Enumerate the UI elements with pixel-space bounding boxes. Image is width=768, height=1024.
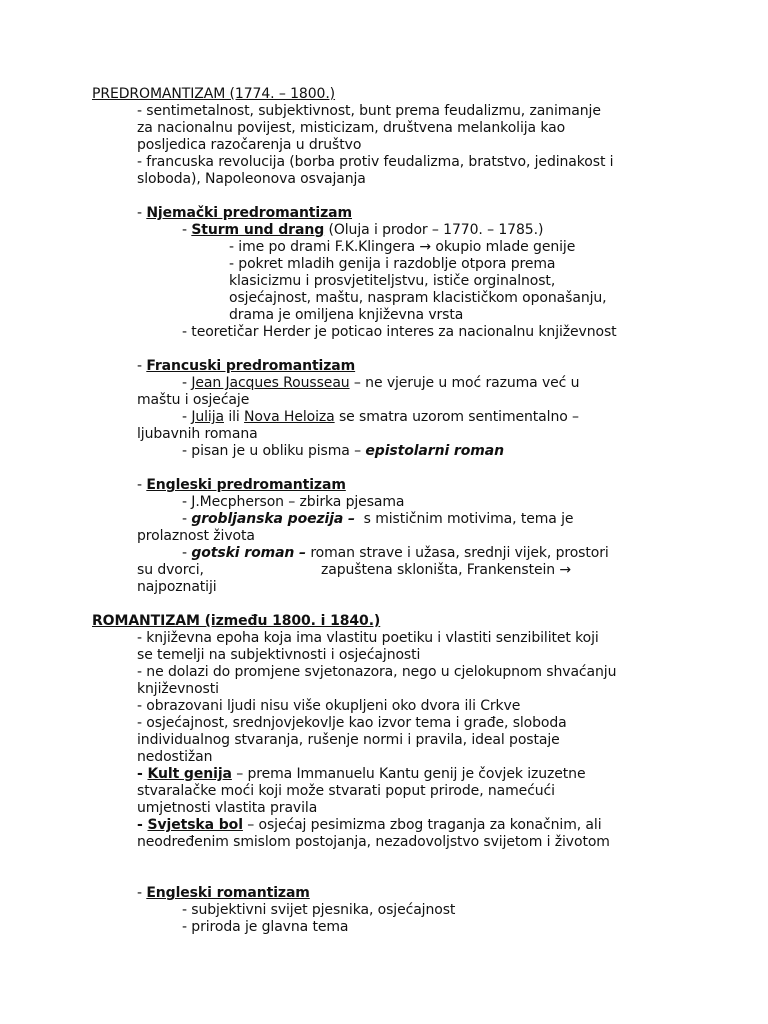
text-segment: - ime po drami F.K.Klingera → okupio mlade genije: [229, 239, 576, 255]
text-segment: gotski roman –: [191, 545, 306, 561]
text-segment: osjećajnost, maštu, naspram klacističkom oponašanju,: [229, 290, 607, 306]
text-segment: se smatra uzorom sentimentalno –: [334, 409, 579, 425]
text-line: [229, 239, 575, 256]
text-line: [182, 511, 573, 528]
text-line: [229, 307, 463, 324]
text-segment: - priroda je glavna tema: [182, 919, 349, 935]
text-line-svjetska-bol: [137, 817, 602, 834]
text-segment: s mističnim motivima, tema je: [354, 511, 574, 527]
text-segment: ljubavnih romana: [137, 426, 258, 442]
text-line: [321, 562, 571, 579]
text-segment: -: [137, 205, 147, 221]
text-segment: grobljanska poezija –: [191, 511, 355, 527]
text-line: [137, 698, 520, 715]
text-segment: -: [182, 545, 192, 561]
text-segment: - francuska revolucija (borba protiv feudalizma, bratstvo, jedinakost i: [137, 154, 614, 170]
text-line: [137, 137, 361, 154]
text-segment: -: [182, 409, 192, 425]
text-segment: - teoretičar Herder je poticao interes za nacionalnu književnost: [182, 324, 617, 340]
text-segment: najpoznatiji: [137, 579, 217, 595]
subheading-engleski-romantizam: [137, 885, 310, 902]
text-segment: maštu i osjećaje: [137, 392, 250, 408]
text-line: [137, 800, 317, 817]
subheading-francuski: [137, 358, 355, 375]
subheading-njemacki: [137, 205, 352, 222]
text-segment: drama je omiljena književna vrsta: [229, 307, 464, 323]
text-segment: - J.Mecpherson – zbirka pjesama: [182, 494, 405, 510]
text-segment: književnosti: [137, 681, 219, 697]
text-segment: - ne dolazi do promjene svjetonazora, nego u cjelokupnom shvaćanju: [137, 664, 617, 680]
text-line: [137, 562, 204, 579]
text-line: [137, 630, 599, 647]
text-segment: - obrazovani ljudi nisu više okupljeni oko dvora ili Crkve: [137, 698, 521, 714]
text-segment: roman strave i užasa, srednji vijek, prostori: [305, 545, 609, 561]
text-segment: Julija: [191, 409, 224, 425]
text-line: [137, 154, 613, 171]
text-segment: -: [182, 375, 192, 391]
text-segment: -: [137, 358, 147, 374]
text-segment: - subjektivni svijet pjesnika, osjećajnost: [182, 902, 456, 918]
text-line: [182, 919, 348, 936]
text-line: [137, 528, 255, 545]
text-segment: (Oluja i prodor – 1770. – 1785.): [324, 222, 544, 238]
text-segment: Kult genija: [147, 766, 232, 782]
text-segment: Sturm und drang: [191, 222, 325, 238]
text-segment: -: [182, 222, 192, 238]
text-segment: ROMANTIZAM (između 1800. i 1840.): [92, 613, 381, 629]
text-line: [137, 732, 560, 749]
text-line: [182, 902, 455, 919]
text-line: [137, 103, 601, 120]
text-segment: Engleski predromantizam: [146, 477, 346, 493]
text-segment: -: [137, 885, 147, 901]
text-line: [137, 392, 249, 409]
text-line: [137, 715, 567, 732]
text-segment: - pokret mladih genija i razdoblje otpora prema: [229, 256, 556, 272]
text-line: [182, 375, 579, 392]
subheading-sturm-und-drang: [182, 222, 543, 239]
text-line: [137, 579, 217, 596]
text-segment: nedostižan: [137, 749, 213, 765]
text-line: [229, 290, 607, 307]
text-line: [182, 443, 504, 460]
text-segment: -: [182, 511, 192, 527]
text-line: [182, 324, 617, 341]
text-segment: klasicizmu i prosvjetiteljstvu, ističe orginalnost,: [229, 273, 556, 289]
text-line: [137, 749, 212, 766]
text-line: [182, 545, 609, 562]
heading-romantizam: [92, 613, 380, 630]
text-segment: -: [137, 817, 148, 833]
text-segment: Jean Jacques Rousseau: [191, 375, 350, 391]
text-segment: sloboda), Napoleonova osvajanja: [137, 171, 366, 187]
text-segment: Francuski predromantizam: [146, 358, 356, 374]
text-segment: individualnog stvaranja, rušenje normi i pravila, ideal postaje: [137, 732, 560, 748]
text-segment: se temelji na subjektivnosti i osjećajnosti: [137, 647, 421, 663]
text-segment: stvaralačke moći koji može stvarati poput prirode, namećući: [137, 783, 555, 799]
text-segment: za nacionalnu povijest, misticizam, društvena melankolija kao: [137, 120, 566, 136]
text-segment: Njemački predromantizam: [146, 205, 352, 221]
text-segment: - književna epoha koja ima vlastitu poetiku i vlastiti senzibilitet koji: [137, 630, 599, 646]
text-segment: Engleski romantizam: [146, 885, 310, 901]
text-segment: prolaznost života: [137, 528, 255, 544]
text-segment: – ne vjeruje u moć razuma već u: [349, 375, 580, 391]
text-segment: Svjetska bol: [147, 817, 243, 833]
subheading-engleski-predromantizam: [137, 477, 346, 494]
text-segment: posljedica razočarenja u društvo: [137, 137, 362, 153]
heading-predromantizam: [92, 86, 335, 103]
text-line: [137, 426, 258, 443]
text-line: [137, 664, 616, 681]
text-line: [137, 171, 366, 188]
text-line: [137, 834, 610, 851]
text-line: [229, 273, 555, 290]
text-line: [182, 494, 404, 511]
text-segment: zapuštena skloništa, Frankenstein →: [321, 562, 572, 578]
text-segment: neodređenim smislom postojanja, nezadovoljstvo svijetom i životom: [137, 834, 610, 850]
text-line: [137, 647, 420, 664]
text-segment: – prema Immanuelu Kantu genij je čovjek izuzetne: [231, 766, 586, 782]
text-segment: - pisan je u obliku pisma –: [182, 443, 366, 459]
text-segment: - sentimetalnost, subjektivnost, bunt prema feudalizmu, zanimanje: [137, 103, 601, 119]
text-line: [182, 409, 579, 426]
text-segment: PREDROMANTIZAM (1774. – 1800.): [92, 86, 336, 102]
text-line: [137, 783, 555, 800]
text-segment: – osjećaj pesimizma zbog traganja za konačnim, ali: [242, 817, 602, 833]
text-segment: epistolarni roman: [365, 443, 504, 459]
text-line-kult-genija: [137, 766, 585, 783]
text-segment: umjetnosti vlastita pravila: [137, 800, 318, 816]
text-segment: su dvorci,: [137, 562, 204, 578]
text-line: [137, 120, 565, 137]
text-segment: Nova Heloiza: [244, 409, 335, 425]
text-segment: ili: [223, 409, 245, 425]
text-line: [137, 681, 219, 698]
text-segment: -: [137, 766, 148, 782]
text-line: [229, 256, 555, 273]
text-segment: - osjećajnost, srednjovjekovlje kao izvor tema i građe, sloboda: [137, 715, 567, 731]
text-segment: -: [137, 477, 147, 493]
